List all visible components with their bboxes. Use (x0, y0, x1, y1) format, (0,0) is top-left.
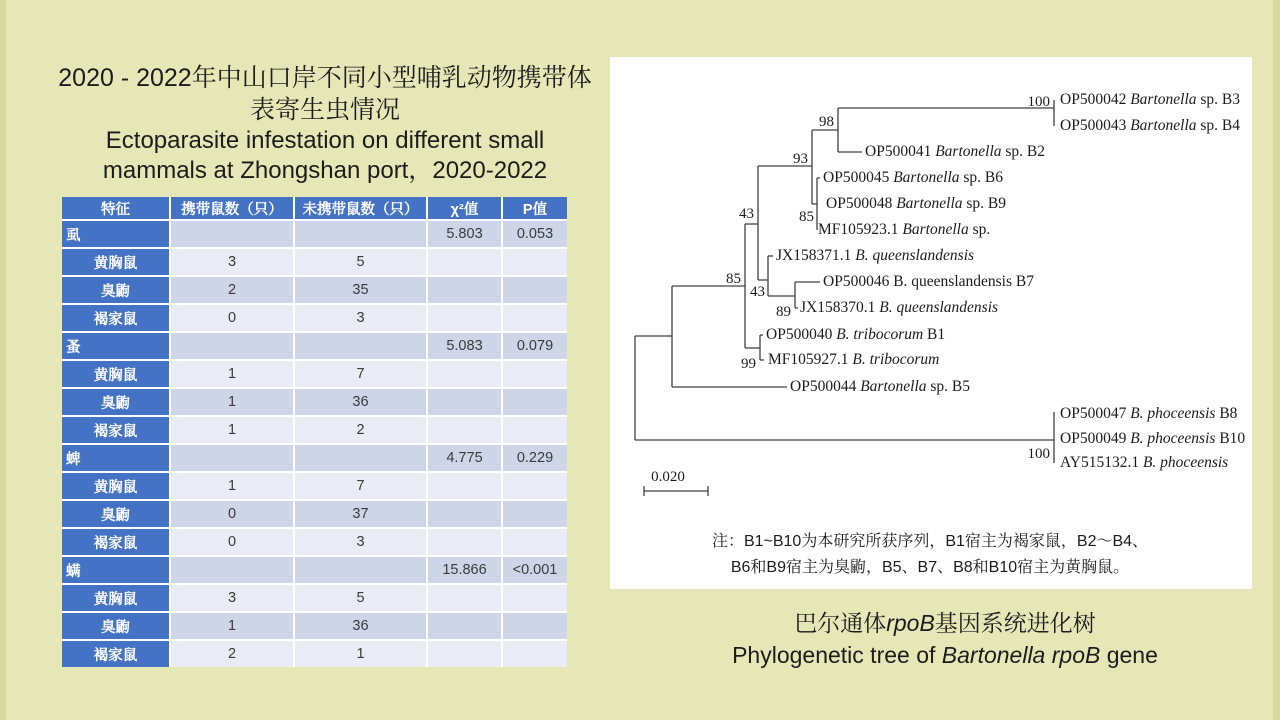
bootstrap-value: 85 (799, 209, 814, 225)
title-en-line1: Ectoparasite infestation on different small (105, 127, 545, 154)
table-cell-nocarry: 2 (295, 417, 426, 443)
table-row-label: 蚤 (62, 333, 169, 359)
table-cell-chi2 (428, 501, 501, 527)
tree-leaf-label: JX158371.1 B. queenslandensis (776, 247, 975, 264)
table-cell-p (503, 361, 567, 387)
table-row-label: 黄胸鼠 (62, 585, 169, 611)
table-row-label: 臭鼩 (62, 501, 169, 527)
table-row-label: 臭鼩 (62, 613, 169, 639)
table-cell-nocarry (295, 221, 426, 247)
table-cell-chi2 (428, 529, 501, 555)
title-block (35, 62, 615, 186)
table-cell-p (503, 277, 567, 303)
table-cell-p: <0.001 (503, 557, 567, 583)
table-row-label: 黄胸鼠 (62, 361, 169, 387)
table-cell-nocarry: 7 (295, 361, 426, 387)
tree-leaf-label: OP500048 Bartonella sp. B9 (826, 195, 1007, 212)
title-zh-line1: 2020 - 2022年中山口岸不同小型哺乳动物携带体 (58, 64, 592, 92)
table-cell-p (503, 305, 567, 331)
table-cell-carry: 0 (171, 305, 293, 331)
tree-leaf-label: OP500046 B. queenslandensis B7 (823, 273, 1034, 290)
tree-note (615, 529, 1245, 581)
table-row-label: 臭鼩 (62, 277, 169, 303)
tree-leaf-label: OP500043 Bartonella sp. B4 (1060, 117, 1241, 134)
phylogenetic-tree-panel (610, 57, 1252, 589)
tree-leaf-label: MF105923.1 Bartonella sp. (818, 221, 991, 238)
table-cell-carry: 1 (171, 389, 293, 415)
table-cell-carry: 3 (171, 585, 293, 611)
table-cell-chi2 (428, 389, 501, 415)
tree-leaf-label: MF105927.1 B. tribocorum (768, 351, 940, 368)
table-cell-carry: 3 (171, 249, 293, 275)
caption-en: Phylogenetic tree of Bartonella rpoB gene (732, 642, 1158, 668)
table-cell-nocarry (295, 445, 426, 471)
tree-leaf-label: OP500047 B. phoceensis B8 (1060, 405, 1238, 422)
table-cell-carry: 1 (171, 613, 293, 639)
table-cell-chi2 (428, 361, 501, 387)
bootstrap-value: 93 (793, 151, 808, 167)
table-header-cell: 未携带鼠数（只） (295, 197, 426, 219)
table-row-label: 黄胸鼠 (62, 473, 169, 499)
table-cell-carry (171, 221, 293, 247)
table-cell-p (503, 613, 567, 639)
table-cell-chi2: 5.803 (428, 221, 501, 247)
table-cell-chi2 (428, 277, 501, 303)
table-cell-p (503, 249, 567, 275)
table-row-label: 褐家鼠 (62, 529, 169, 555)
caption-zh: 巴尔通体rpoB基因系统进化树 (794, 610, 1096, 636)
table-cell-carry (171, 557, 293, 583)
table-cell-carry: 1 (171, 473, 293, 499)
table-cell-chi2: 4.775 (428, 445, 501, 471)
table-cell-p: 0.053 (503, 221, 567, 247)
table-cell-carry: 2 (171, 641, 293, 667)
figure-caption (640, 607, 1250, 671)
slide-right-edge (1273, 0, 1280, 720)
bootstrap-value: 100 (1027, 94, 1050, 110)
table-cell-nocarry: 5 (295, 249, 426, 275)
stats-table (62, 197, 567, 667)
table-cell-nocarry: 3 (295, 529, 426, 555)
table-cell-chi2 (428, 305, 501, 331)
tree-leaf-label: OP500049 B. phoceensis B10 (1060, 430, 1246, 447)
table-cell-nocarry (295, 557, 426, 583)
table-cell-nocarry: 36 (295, 613, 426, 639)
table-cell-p (503, 389, 567, 415)
tree-leaf-label: OP500041 Bartonella sp. B2 (865, 143, 1046, 160)
table-cell-carry: 1 (171, 361, 293, 387)
table-row-label: 蜱 (62, 445, 169, 471)
tree-leaf-label: AY515132.1 B. phoceensis (1060, 454, 1229, 471)
bootstrap-value: 85 (726, 271, 741, 287)
table-cell-chi2: 5.083 (428, 333, 501, 359)
table-cell-chi2 (428, 613, 501, 639)
table-header-cell: 特征 (62, 197, 169, 219)
bootstrap-value: 99 (741, 356, 756, 372)
table-header-cell: P值 (503, 197, 567, 219)
table-cell-carry: 0 (171, 501, 293, 527)
table-cell-p (503, 501, 567, 527)
table-cell-p (503, 641, 567, 667)
table-row-label: 螨 (62, 557, 169, 583)
table-row-label: 臭鼩 (62, 389, 169, 415)
table-cell-nocarry: 36 (295, 389, 426, 415)
table-cell-chi2: 15.866 (428, 557, 501, 583)
table-row-label: 褐家鼠 (62, 641, 169, 667)
table-row-label: 褐家鼠 (62, 305, 169, 331)
table-cell-p (503, 585, 567, 611)
table-cell-chi2 (428, 473, 501, 499)
table-row-label: 虱 (62, 221, 169, 247)
bootstrap-value: 43 (750, 284, 765, 300)
table-cell-p (503, 417, 567, 443)
bootstrap-value: 100 (1027, 446, 1050, 462)
table-cell-nocarry: 3 (295, 305, 426, 331)
title-en-line2: mammals at Zhongshan port，2020-2022 (102, 157, 548, 184)
table-cell-chi2 (428, 417, 501, 443)
table-cell-carry: 1 (171, 417, 293, 443)
tree-leaf-label: OP500042 Bartonella sp. B3 (1060, 91, 1241, 108)
table-cell-p (503, 529, 567, 555)
table-cell-carry (171, 333, 293, 359)
tree-leaf-label: OP500044 Bartonella sp. B5 (790, 378, 971, 395)
bootstrap-value: 43 (739, 206, 754, 222)
table-row-label: 黄胸鼠 (62, 249, 169, 275)
table-row-label: 褐家鼠 (62, 417, 169, 443)
table-cell-carry (171, 445, 293, 471)
table-cell-p: 0.229 (503, 445, 567, 471)
table-cell-nocarry: 1 (295, 641, 426, 667)
table-cell-nocarry: 35 (295, 277, 426, 303)
table-cell-p (503, 473, 567, 499)
table-header-cell: 携带鼠数（只） (171, 197, 293, 219)
slide-left-edge (0, 0, 6, 720)
table-cell-chi2 (428, 641, 501, 667)
bootstrap-value: 89 (776, 304, 791, 320)
table-header-cell: χ²值 (428, 197, 501, 219)
scalebar-label: 0.020 (651, 469, 685, 485)
table-cell-nocarry: 37 (295, 501, 426, 527)
table-cell-p: 0.079 (503, 333, 567, 359)
tree-note-line1: 注：B1~B10为本研究所获序列，B1宿主为褐家鼠，B2～B4、 (711, 533, 1149, 550)
tree-leaf-label: JX158370.1 B. queenslandensis (800, 299, 999, 316)
tree-note-line2: B6和B9宿主为臭鼩，B5、B7、B8和B10宿主为黄胸鼠。 (730, 559, 1130, 576)
tree-leaf-label: OP500040 B. tribocorum B1 (766, 326, 946, 343)
table-cell-nocarry: 5 (295, 585, 426, 611)
table-cell-nocarry (295, 333, 426, 359)
title-zh-line2: 表寄生虫情况 (249, 96, 400, 124)
table-cell-chi2 (428, 249, 501, 275)
tree-leaf-label: OP500045 Bartonella sp. B6 (823, 169, 1004, 186)
table-cell-chi2 (428, 585, 501, 611)
table-cell-nocarry: 7 (295, 473, 426, 499)
bootstrap-value: 98 (819, 114, 834, 130)
table-cell-carry: 2 (171, 277, 293, 303)
table-cell-carry: 0 (171, 529, 293, 555)
